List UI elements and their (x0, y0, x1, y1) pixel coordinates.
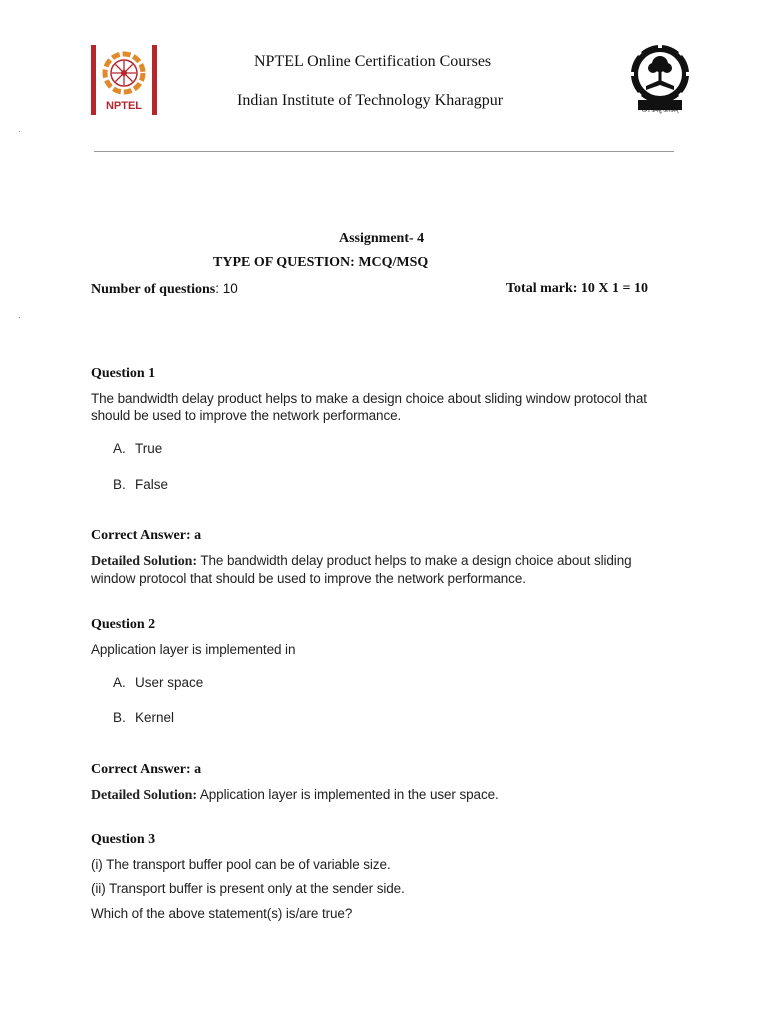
question-1-solution (91, 552, 691, 587)
solution-text: window protocol that should be used to improve the network performance. (91, 571, 526, 586)
question-1-text (91, 390, 691, 424)
header-divider (94, 151, 674, 152)
option-text: False (135, 477, 169, 492)
question-3-line: Which of the above statement(s) is/are true? (91, 906, 353, 921)
option-text: Kernel (135, 710, 175, 725)
option-letter: B. (113, 710, 126, 725)
total-mark: Total mark: 10 X 1 = 10 (506, 281, 649, 296)
header-subtitle: Indian Institute of Technology Kharagpur (237, 92, 504, 109)
question-1-title: Question 1 (91, 366, 156, 381)
header-title: NPTEL Online Certification Courses (254, 53, 492, 70)
iit-kgp-logo-icon (628, 42, 692, 114)
solution-text: The bandwidth delay product helps to make a design choice about sliding (196, 553, 632, 568)
option-text: User space (135, 675, 204, 690)
question-2-title: Question 2 (91, 617, 156, 632)
option-letter: A. (113, 441, 126, 456)
number-of-questions (91, 281, 238, 298)
question-3-line: (i) The transport buffer pool can be of variable size. (91, 857, 391, 872)
question-1-text-line: The bandwidth delay product helps to make a design choice about sliding window protocol that (91, 391, 647, 406)
solution-label: Detailed Solution: (91, 554, 197, 569)
margin-mark (19, 317, 20, 318)
margin-mark (19, 131, 20, 132)
question-3-line: (ii) Transport buffer is present only at the sender side. (91, 881, 405, 896)
iit-kgp-motto: योगः कर्मसु कौशलम् (641, 108, 679, 114)
option-letter: A. (113, 675, 126, 690)
question-2-solution (91, 786, 691, 804)
number-of-questions-label: Number of questions (91, 282, 216, 297)
solution-label: Detailed Solution: (91, 788, 197, 803)
option-letter: B. (113, 477, 126, 492)
question-2-option-a (113, 675, 203, 690)
question-1-answer: Correct Answer: a (91, 528, 202, 543)
question-3-title: Question 3 (91, 832, 156, 847)
question-1-option-a (113, 441, 162, 456)
nptel-logo-text: NPTEL (105, 100, 143, 112)
assignment-title: Assignment- 4 (339, 231, 425, 246)
question-2-text: Application layer is implemented in (91, 642, 296, 657)
question-1-text-line: should be used to improve the network performance. (91, 408, 402, 423)
question-type: TYPE OF QUESTION: MCQ/MSQ (213, 255, 429, 270)
iit-kgp-logo (628, 42, 692, 120)
option-text: True (135, 441, 163, 456)
nptel-logo (91, 45, 157, 115)
question-1-option-b (113, 477, 168, 492)
solution-text: Application layer is implemented in the user space. (196, 787, 499, 802)
question-2-option-b (113, 710, 174, 725)
question-2-answer: Correct Answer: a (91, 762, 202, 777)
number-of-questions-value: : 10 (215, 281, 238, 296)
